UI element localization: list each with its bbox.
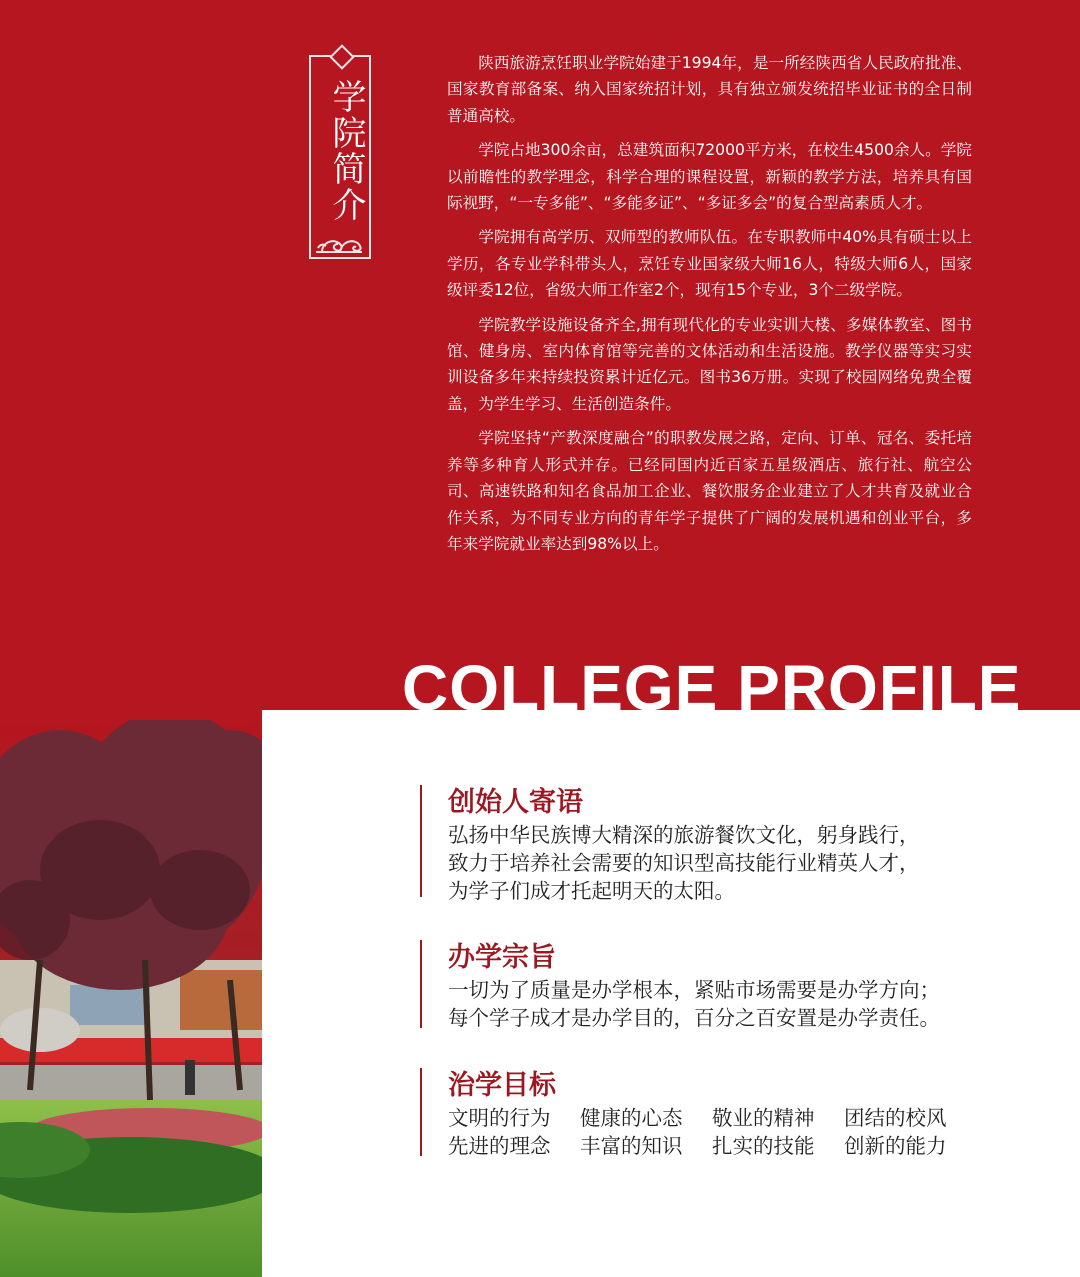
intro-text bbox=[447, 50, 972, 565]
goals-row-2 bbox=[420, 1132, 1040, 1160]
intro-paragraph-2: 学院占地300余亩，总建筑面积72000平方米，在校生4500余人。学院以前瞻性的教学理念，科学合理的课程设置，新颖的教学方法，培养具有国际视野，“一专多能”、“多能多证”、“多证多会”的复合型高素质人才。 bbox=[447, 141, 972, 213]
purpose-heading: 办学宗旨 bbox=[448, 942, 556, 973]
founder-heading: 创始人寄语 bbox=[448, 787, 583, 818]
campus-photo bbox=[0, 720, 262, 1277]
vertical-title: 学院简介 bbox=[326, 79, 366, 223]
goal-item: 丰富的知识 bbox=[580, 1134, 683, 1159]
goals-heading: 治学目标 bbox=[448, 1070, 556, 1101]
intro-paragraph-3: 学院拥有高学历、双师型的教师队伍。在专职教师中40%具有硕士以上学历，各专业学科带头人，烹饪专业国家级大师16人，特级大师6人，国家级评委12位，省级大师工作室2个，现有15个专业，3个二级学院。 bbox=[447, 228, 972, 300]
section-accent-bar bbox=[420, 785, 422, 897]
purpose-line-1: 一切为了质量是办学根本，紧贴市场需要是办学方向； bbox=[448, 978, 940, 1002]
section-accent-bar bbox=[420, 1068, 422, 1156]
goal-item: 创新的能力 bbox=[844, 1134, 947, 1159]
cloud-wave-icon bbox=[312, 222, 366, 256]
goal-item: 健康的心态 bbox=[580, 1106, 683, 1130]
founder-line-1: 弘扬中华民族博大精深的旅游餐饮文化，躬身践行， bbox=[448, 823, 920, 847]
goals-row-1 bbox=[420, 1104, 1040, 1132]
section-accent-bar bbox=[420, 940, 422, 1028]
founder-section bbox=[420, 785, 1040, 906]
purpose-line-2: 每个学子成才是办学目的，百分之百安置是办学责任。 bbox=[448, 1006, 940, 1031]
goal-item: 团结的校风 bbox=[844, 1106, 947, 1130]
founder-line-3: 为学子们成才托起明天的太阳。 bbox=[448, 879, 735, 904]
goals-section bbox=[420, 1068, 1040, 1160]
goal-item: 扎实的技能 bbox=[712, 1134, 815, 1159]
goal-item: 先进的理念 bbox=[448, 1134, 551, 1159]
intro-paragraph-1: 陕西旅游烹饪职业学院始建于1994年，是一所经陕西省人民政府批准、国家教育部备案、纳入国家统招计划，具有独立颁发统招毕业证书的全日制普通高校。 bbox=[447, 54, 972, 125]
goal-item: 敬业的精神 bbox=[712, 1106, 815, 1130]
founder-line-2: 致力于培养社会需要的知识型高技能行业精英人才， bbox=[448, 851, 920, 876]
college-profile-banner: COLLEGE PROFILE bbox=[402, 652, 1022, 724]
intro-paragraph-4: 学院教学设施设备齐全,拥有现代化的专业实训大楼、多媒体教室、图书馆、健身房、室内体育馆等完善的文体活动和生活设施。教学仪器等实习实训设备多年来持续投资累计近亿元。图书36万册。实现了校园网络免费全覆盖，为学生学习、生活创造条件。 bbox=[447, 315, 972, 413]
purpose-section bbox=[420, 940, 1040, 1032]
goal-item: 文明的行为 bbox=[448, 1106, 551, 1130]
intro-paragraph-5: 学院坚持“产教深度融合”的职教发展之路，定向、订单、冠名、委托培养等多种育人形式并存。已经同国内近百家五星级酒店、旅行社、航空公司、高速铁路和知名食品加工企业、餐饮服务企业建立了人才共育及就业合作关系，为不同专业方向的青年学子提供了广阔的发展机遇和创业平台，多年来学院就业率达到98%以上。 bbox=[447, 429, 972, 553]
